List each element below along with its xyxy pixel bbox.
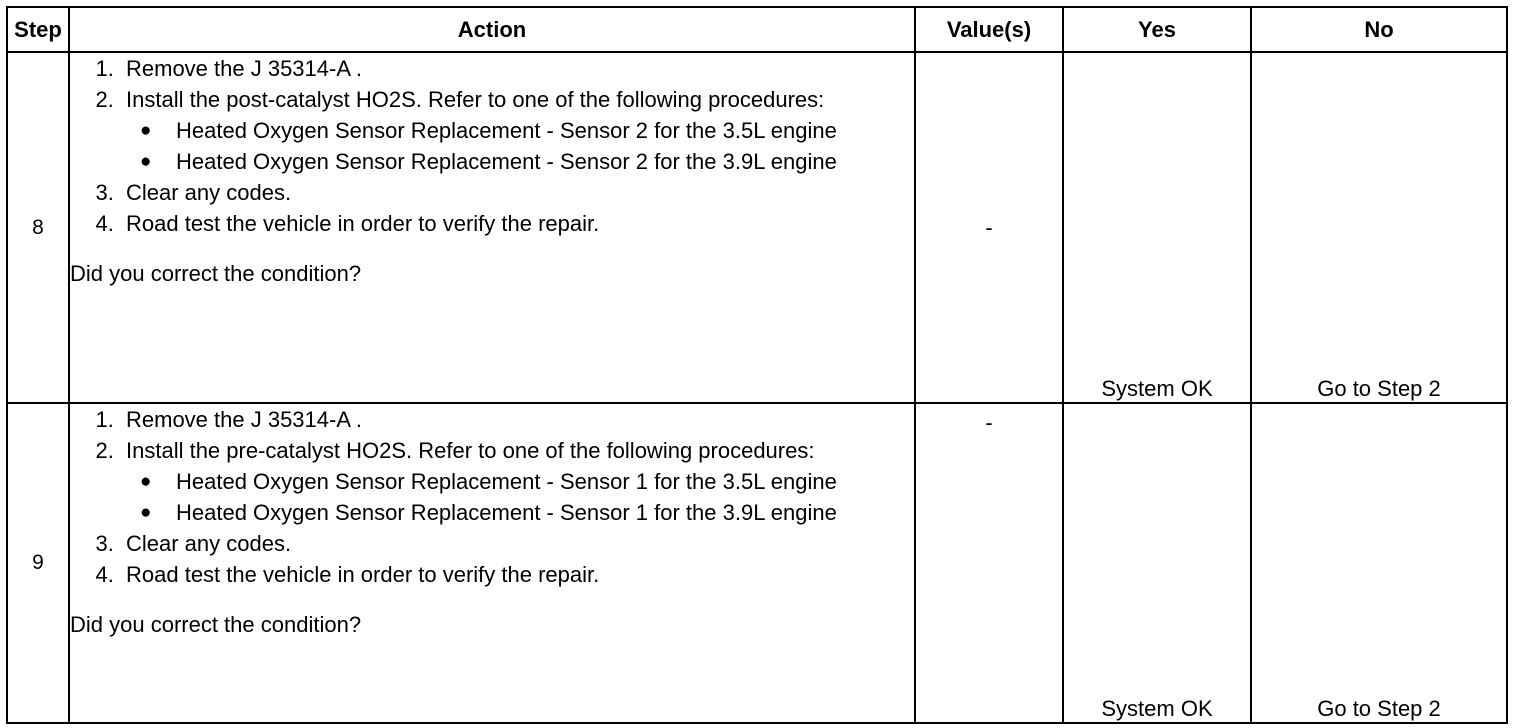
header-values: Value(s)	[915, 7, 1063, 52]
diagnostic-table-container	[6, 6, 1506, 721]
procedure-link[interactable]: Heated Oxygen Sensor Replacement - Sensor 1 for the 3.5L engine	[176, 469, 837, 494]
procedure-item	[140, 146, 914, 177]
action-step	[120, 435, 914, 528]
procedure-list	[126, 115, 914, 177]
step-number: 9	[7, 403, 69, 723]
value-cell: -	[915, 52, 1063, 403]
header-step: Step	[7, 7, 69, 52]
question-text: Did you correct the condition?	[70, 261, 362, 286]
action-step-text: Install the pre-catalyst HO2S. Refer to one of the following procedures:	[126, 438, 815, 463]
action-step: 1. Remove the J 35314-A .	[120, 53, 914, 84]
action-step	[120, 84, 914, 177]
action-step: 4. Road test the vehicle in order to verify the repair.	[120, 559, 914, 590]
action-steps-list	[70, 53, 914, 239]
header-yes: Yes	[1063, 7, 1251, 52]
bullet-icon: ●	[140, 502, 152, 523]
procedure-link[interactable]: Heated Oxygen Sensor Replacement - Sensor 2 for the 3.9L engine	[176, 149, 837, 174]
procedure-list	[126, 466, 914, 528]
procedure-link[interactable]: Heated Oxygen Sensor Replacement - Sensor 1 for the 3.9L engine	[176, 500, 837, 525]
action-step: 3. Clear any codes.	[120, 528, 914, 559]
header-no: No	[1251, 7, 1507, 52]
action-step: 1. Remove the J 35314-A .	[120, 404, 914, 435]
step-number: 8	[7, 52, 69, 403]
bullet-icon: ●	[140, 471, 152, 492]
procedure-item	[140, 497, 914, 528]
bullet-icon: ●	[140, 151, 152, 172]
action-cell	[69, 403, 915, 723]
procedure-link[interactable]: Heated Oxygen Sensor Replacement - Sensor 2 for the 3.5L engine	[176, 118, 837, 143]
bullet-icon: ●	[140, 120, 152, 141]
yes-result: System OK	[1063, 52, 1251, 403]
no-result[interactable]: Go to Step 2	[1251, 403, 1507, 723]
action-step: 3. Clear any codes.	[120, 177, 914, 208]
action-cell	[69, 52, 915, 403]
header-action: Action	[69, 7, 915, 52]
action-step-text: Install the post-catalyst HO2S. Refer to one of the following procedures:	[126, 87, 825, 112]
table-row-step-8	[7, 52, 1507, 403]
diagnostic-table	[6, 6, 1508, 724]
yes-result: System OK	[1063, 403, 1251, 723]
procedure-item	[140, 115, 914, 146]
action-step: 4. Road test the vehicle in order to verify the repair.	[120, 208, 914, 239]
procedure-item	[140, 466, 914, 497]
table-row-step-9	[7, 403, 1507, 723]
action-steps-list	[70, 404, 914, 590]
header-row	[7, 7, 1507, 52]
question-text: Did you correct the condition?	[70, 612, 362, 637]
value-cell: -	[915, 403, 1063, 723]
no-result[interactable]: Go to Step 2	[1251, 52, 1507, 403]
